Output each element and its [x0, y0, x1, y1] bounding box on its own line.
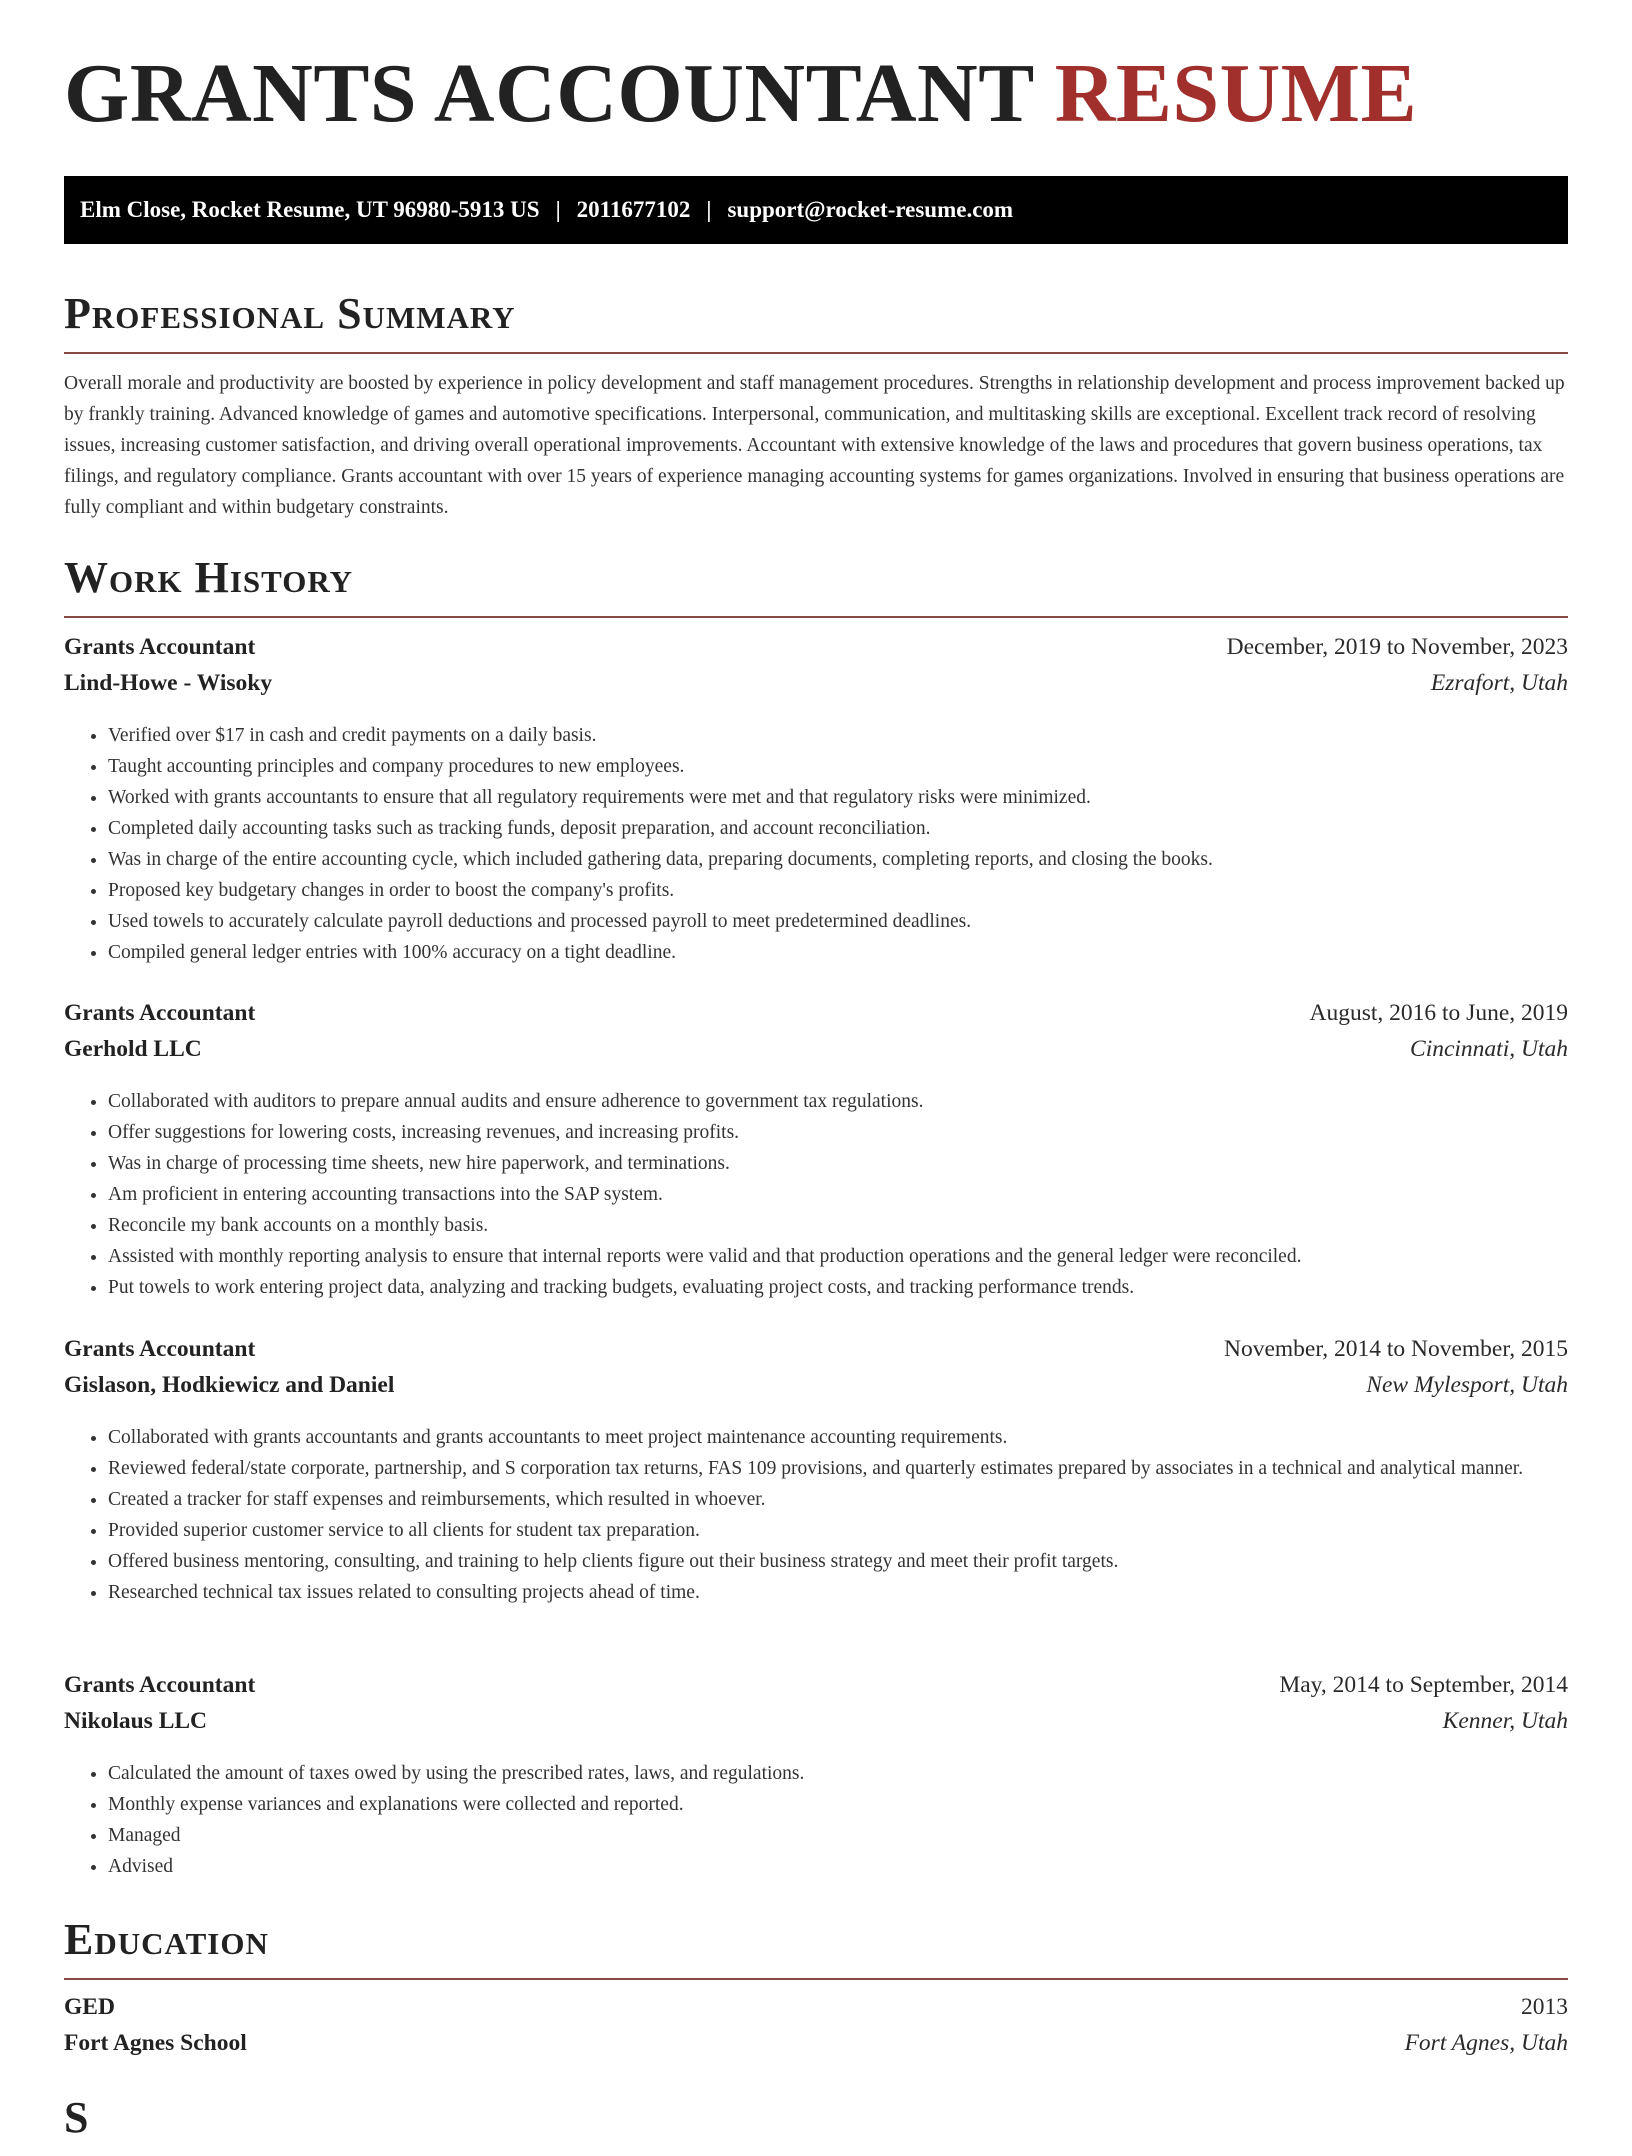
- job-bullet: • Managed: [108, 1820, 1568, 1851]
- contact-email[interactable]: support@rocket-resume.com: [727, 197, 1014, 222]
- job-location: Kenner, Utah: [1442, 1708, 1568, 1734]
- contact-address: Elm Close, Rocket Resume, UT 96980-5913 US: [80, 197, 540, 222]
- job-title: Grants Accountant: [64, 1000, 256, 1026]
- education-degree: GED: [64, 1994, 115, 2020]
- job-bullet: • Reconcile my bank accounts on a monthly basis.: [108, 1210, 1568, 1241]
- job-bullet: • Offered business mentoring, consulting, and training to help clients figure out their business strategy and meet their profit targets.: [108, 1546, 1568, 1577]
- job-bullet: • Completed daily accounting tasks such as tracking funds, deposit preparation, and account reconciliation.: [108, 813, 1568, 844]
- job-bullet: • Provided superior customer service to all clients for student tax preparation.: [108, 1515, 1568, 1546]
- job-bullet: • Collaborated with auditors to prepare annual audits and ensure adherence to government tax regulations.: [108, 1086, 1568, 1117]
- job-bullet: • Offer suggestions for lowering costs, increasing revenues, and increasing profits.: [108, 1117, 1568, 1148]
- job-bullet: • Researched technical tax issues related to consulting projects ahead of time.: [108, 1577, 1568, 1608]
- job-bullet: • Was in charge of processing time sheets, new hire paperwork, and terminations.: [108, 1148, 1568, 1179]
- job-header: [64, 1336, 1568, 1372]
- job-bullet: • Advised: [108, 1851, 1568, 1882]
- job-company: Gerhold LLC: [64, 1036, 202, 1062]
- work-history-heading: Work History: [64, 556, 1568, 618]
- job-bullet: • Assisted with monthly reporting analysis to ensure that internal reports were valid and that production operations and the general ledger were reconciled.: [108, 1241, 1568, 1272]
- job-entry: [64, 1000, 1568, 1303]
- job-bullet: • Reviewed federal/state corporate, partnership, and S corporation tax returns, FAS 109 provisions, and quarterly estimates prepared by associates in a technical and analytical manner.: [108, 1453, 1568, 1484]
- job-bullet: • Compiled general ledger entries with 100% accuracy on a tight deadline.: [108, 937, 1568, 968]
- contact-phone[interactable]: 2011677102: [576, 197, 691, 222]
- job-bullet: • Was in charge of the entire accounting cycle, which included gathering data, preparing documents, completing reports, and closing the books.: [108, 844, 1568, 875]
- job-bullet: • Am proficient in entering accounting transactions into the SAP system.: [108, 1179, 1568, 1210]
- job-header: [64, 634, 1568, 670]
- title-main: GRANTS ACCOUNTANT: [64, 47, 1034, 140]
- next-section-heading: S: [64, 2093, 90, 2142]
- job-title: Grants Accountant: [64, 1336, 256, 1362]
- job-dates: December, 2019 to November, 2023: [1226, 634, 1568, 660]
- education-year: 2013: [1521, 1994, 1568, 2020]
- title-accent: RESUME: [1054, 47, 1418, 140]
- job-company: Nikolaus LLC: [64, 1708, 208, 1734]
- job-company-row: [64, 1372, 1568, 1408]
- job-company: Gislason, Hodkiewicz and Daniel: [64, 1372, 395, 1398]
- job-company-row: [64, 670, 1568, 706]
- job-header: [64, 1000, 1568, 1036]
- job-company-row: [64, 1036, 1568, 1072]
- contact-bar: [64, 176, 1568, 244]
- education-heading: Education: [64, 1918, 1568, 1980]
- job-entry: [64, 634, 1568, 968]
- job-bullet: • Used towels to accurately calculate payroll deductions and processed payroll to meet predetermined deadlines.: [108, 906, 1568, 937]
- job-bullet: • Taught accounting principles and company procedures to new employees.: [108, 751, 1568, 782]
- job-location: Ezrafort, Utah: [1430, 670, 1568, 696]
- education-school-row: [64, 2030, 1568, 2066]
- education-entry: [64, 1994, 1568, 2066]
- job-bullets: [64, 1758, 1568, 1882]
- job-company: Lind-Howe - Wisoky: [64, 670, 273, 696]
- job-location: Cincinnati, Utah: [1410, 1036, 1568, 1062]
- job-location: New Mylesport, Utah: [1366, 1372, 1568, 1398]
- job-bullets: [64, 1086, 1568, 1303]
- job-dates: August, 2016 to June, 2019: [1309, 1000, 1568, 1026]
- education-location: Fort Agnes, Utah: [1404, 2030, 1568, 2056]
- contact-separator: |: [555, 197, 561, 222]
- job-bullet: • Verified over $17 in cash and credit payments on a daily basis.: [108, 720, 1568, 751]
- job-bullet: • Created a tracker for staff expenses and reimbursements, which resulted in whoever.: [108, 1484, 1568, 1515]
- job-bullet: • Proposed key budgetary changes in order to boost the company's profits.: [108, 875, 1568, 906]
- job-bullet: • Monthly expense variances and explanations were collected and reported.: [108, 1789, 1568, 1820]
- job-entry: [64, 1336, 1568, 1608]
- job-bullet: • Worked with grants accountants to ensure that all regulatory requirements were met and that regulatory risks were minimized.: [108, 782, 1568, 813]
- job-dates: November, 2014 to November, 2015: [1223, 1336, 1568, 1362]
- job-company-row: [64, 1708, 1568, 1744]
- job-bullets: [64, 720, 1568, 968]
- job-bullet: • Collaborated with grants accountants and grants accountants to meet project maintenance accounting requirements.: [108, 1422, 1568, 1453]
- job-entry: [64, 1672, 1568, 1882]
- job-title: Grants Accountant: [64, 1672, 256, 1698]
- summary-text: Overall morale and productivity are boosted by experience in policy development and staff management procedures. Strengths in relationship development and process improvement backed up by frankly training. Advanced knowledge of games and automotive specifications. Interpersonal, communication, and multitasking skills are exceptional. Excellent track record of resolving issues, increasing customer satisfaction, and driving overall operational improvements. Accountant with extensive knowledge of the laws and procedures that govern business operations, tax filings, and regulatory compliance. Grants accountant with over 15 years of experience managing accounting systems for games organizations. Involved in ensuring that business operations are fully compliant and within budgetary constraints.: [64, 373, 1565, 518]
- job-bullets: [64, 1422, 1568, 1608]
- job-bullet: • Put towels to work entering project data, analyzing and tracking budgets, evaluating project costs, and tracking performance trends.: [108, 1272, 1568, 1303]
- education-header: [64, 1994, 1568, 2030]
- job-dates: May, 2014 to September, 2014: [1279, 1672, 1568, 1698]
- resume-title: [64, 47, 1418, 140]
- job-title: Grants Accountant: [64, 634, 256, 660]
- education-school: Fort Agnes School: [64, 2030, 247, 2056]
- summary-heading: Professional Summary: [64, 292, 1568, 354]
- contact-separator: |: [706, 197, 712, 222]
- job-header: [64, 1672, 1568, 1708]
- job-bullet: • Calculated the amount of taxes owed by using the prescribed rates, laws, and regulations.: [108, 1758, 1568, 1789]
